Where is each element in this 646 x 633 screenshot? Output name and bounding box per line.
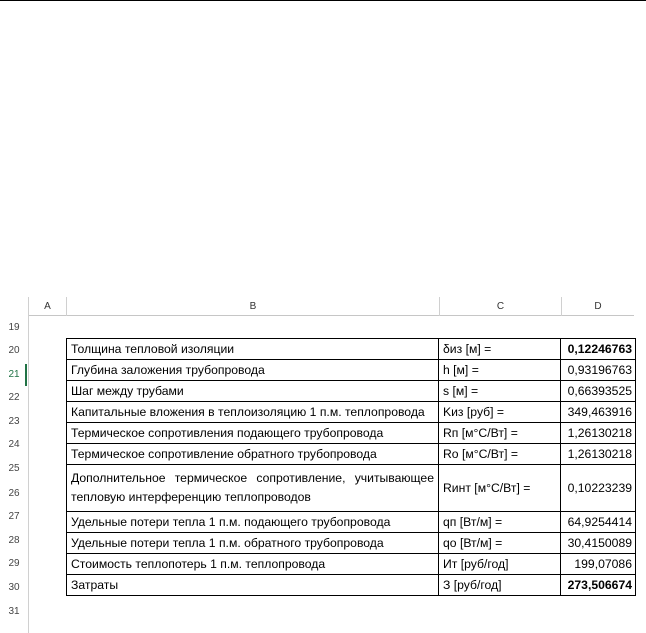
table-row [67, 512, 636, 533]
value-cell[interactable]: 0,93196763 [561, 360, 636, 381]
parameter-name-cell[interactable]: Шаг между трубами [67, 381, 439, 402]
top-border-line [0, 0, 646, 1]
value-cell[interactable]: 0,12246763 [561, 339, 636, 360]
value-cell[interactable]: 273,506674 [561, 575, 636, 596]
value-cell[interactable]: 0,10223239 [561, 465, 636, 512]
table-row [67, 444, 636, 465]
row-header-30[interactable]: 30 [8, 582, 20, 593]
table-row [67, 423, 636, 444]
row-header-26[interactable]: 26 [8, 488, 20, 499]
row-header-23[interactable]: 23 [8, 416, 20, 427]
value-cell[interactable]: 199,07086 [561, 554, 636, 575]
unit-cell[interactable]: З [руб/год] [439, 575, 561, 596]
parameter-name-cell[interactable]: Удельные потери тепла 1 п.м. обратного трубопровода [67, 533, 439, 554]
parameter-name-cell[interactable] [67, 465, 439, 512]
parameter-name-cell[interactable]: Капитальные вложения в теплоизоляцию 1 п.м. теплопровода [67, 402, 439, 423]
row-header-22[interactable]: 22 [8, 392, 20, 403]
value-cell[interactable]: 0,66393525 [561, 381, 636, 402]
table-row [67, 339, 636, 360]
table-row [67, 465, 636, 512]
unit-cell[interactable]: Rп [м°С/Вт] = [439, 423, 561, 444]
results-table [66, 338, 636, 596]
parameter-name-cell[interactable]: Термическое сопротивление обратного трубопровода [67, 444, 439, 465]
row-header-21[interactable]: 21 [8, 369, 20, 380]
parameter-name-cell[interactable]: Глубина заложения трубопровода [67, 360, 439, 381]
value-cell[interactable]: 1,26130218 [561, 444, 636, 465]
parameter-name-cell[interactable]: Удельные потери тепла 1 п.м. подающего трубопровода [67, 512, 439, 533]
row-header-29[interactable]: 29 [8, 558, 20, 569]
value-cell[interactable]: 30,4150089 [561, 533, 636, 554]
value-cell[interactable]: 349,463916 [561, 402, 636, 423]
row-header-28[interactable]: 28 [8, 535, 20, 546]
row-header-31[interactable]: 31 [8, 606, 20, 617]
table-row [67, 575, 636, 596]
row-header-gutter [28, 297, 29, 633]
row-header-27[interactable]: 27 [8, 511, 20, 522]
unit-cell[interactable]: Kиз [руб] = [439, 402, 561, 423]
column-header-c[interactable]: C [440, 297, 561, 316]
unit-cell[interactable]: Ит [руб/год] [439, 554, 561, 575]
unit-cell[interactable]: Rинт [м°С/Вт] = [439, 465, 561, 512]
value-cell[interactable]: 1,26130218 [561, 423, 636, 444]
table-row [67, 360, 636, 381]
unit-cell[interactable]: Rо [м°С/Вт] = [439, 444, 561, 465]
parameter-name-line: тепловую интерференцию теплопроводов [71, 490, 311, 504]
parameter-name-line: Дополнительное термическое сопротивление, учитывающее [71, 471, 434, 485]
unit-cell[interactable]: qп [Вт/м] = [439, 512, 561, 533]
unit-cell[interactable]: h [м] = [439, 360, 561, 381]
parameter-name-cell[interactable]: Затраты [67, 575, 439, 596]
table-row [67, 533, 636, 554]
row-header-24[interactable]: 24 [8, 439, 20, 450]
parameter-name-cell[interactable]: Стоимость теплопотерь 1 п.м. теплопровода [67, 554, 439, 575]
unit-cell[interactable]: s [м] = [439, 381, 561, 402]
row-header-20[interactable]: 20 [8, 345, 20, 356]
parameter-name-cell[interactable]: Толщина тепловой изоляции [67, 339, 439, 360]
unit-cell[interactable]: qо [Вт/м] = [439, 533, 561, 554]
table-row [67, 402, 636, 423]
row-header-19[interactable]: 19 [8, 322, 20, 333]
column-header-a[interactable]: A [29, 297, 66, 316]
active-row-marker [25, 364, 27, 386]
column-header-b[interactable]: B [67, 297, 439, 316]
table-row [67, 381, 636, 402]
value-cell[interactable]: 64,9254414 [561, 512, 636, 533]
row-header-25[interactable]: 25 [8, 463, 20, 474]
column-header-d[interactable]: D [562, 297, 634, 316]
parameter-name-cell[interactable]: Термическое сопротивления подающего трубопровода [67, 423, 439, 444]
unit-cell[interactable]: δиз [м] = [439, 339, 561, 360]
table-row [67, 554, 636, 575]
